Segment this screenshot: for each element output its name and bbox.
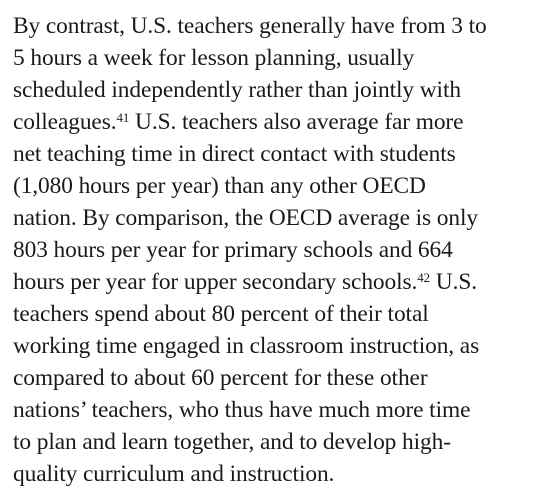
text-line-4 <box>13 106 539 138</box>
text-line-12: compared to about 60 percent for these other <box>13 365 428 391</box>
text-line-3: scheduled independently rather than jointly with <box>13 77 461 103</box>
text-segment: hours per year for upper secondary schools. <box>13 269 418 295</box>
text-segment: U.S. <box>430 269 478 295</box>
text-line-13: nations’ teachers, who thus have much more time <box>13 397 471 423</box>
text-line-14: to plan and learn together, and to develop high- <box>13 429 451 455</box>
text-line-2: 5 hours a week for lesson planning, usually <box>13 45 415 71</box>
text-line-5: net teaching time in direct contact with students <box>13 141 456 167</box>
text-line-9 <box>13 266 539 298</box>
text-line-1: By contrast, U.S. teachers generally have from 3 to <box>13 13 487 39</box>
text-line-15: quality curriculum and instruction. <box>13 461 335 487</box>
text-line-8: 803 hours per year for primary schools and 664 <box>13 237 453 263</box>
text-line-7: nation. By comparison, the OECD average is only <box>13 205 478 231</box>
text-line-6: (1,080 hours per year) than any other OECD <box>13 173 426 199</box>
text-segment: colleagues. <box>13 109 117 135</box>
footnote-marker-41: 41 <box>116 109 130 125</box>
document-paragraph <box>13 10 539 490</box>
footnote-marker-42: 42 <box>417 269 431 285</box>
text-line-10: teachers spend about 80 percent of their total <box>13 301 429 327</box>
text-line-11: working time engaged in classroom instruction, as <box>13 333 480 359</box>
text-segment: U.S. teachers also average far more <box>129 109 464 135</box>
